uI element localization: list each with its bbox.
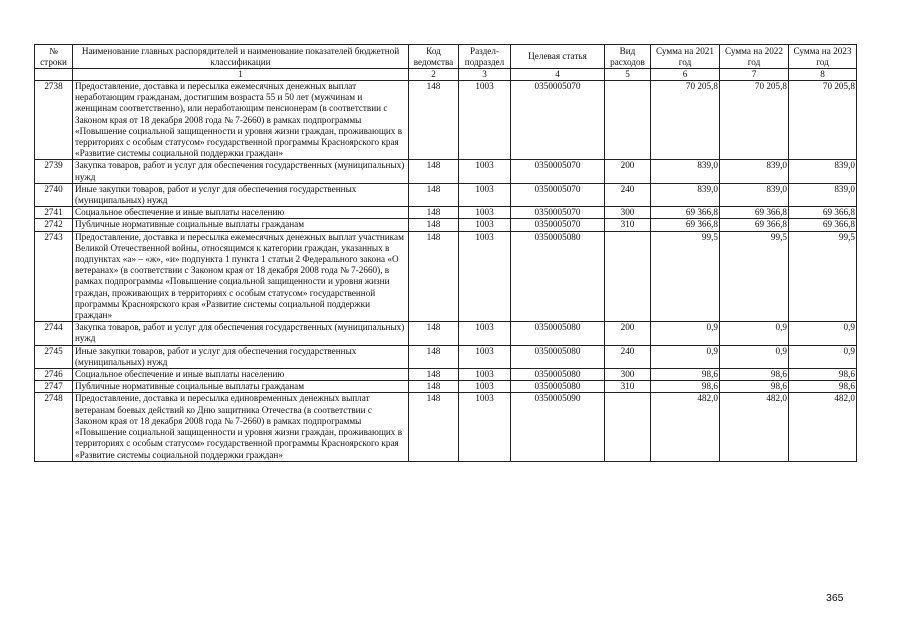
department-code-cell: 148: [409, 345, 459, 368]
row-number-cell: 2738: [35, 81, 73, 160]
sum-2022-cell: 839,0: [720, 183, 789, 206]
target-article-cell: 0350005070: [511, 207, 605, 219]
column-number: 5: [605, 69, 651, 81]
sum-2021-cell: 69 366,8: [651, 219, 720, 231]
sum-2021-cell: 69 366,8: [651, 207, 720, 219]
sum-2021-cell: 98,6: [651, 369, 720, 381]
row-number-cell: 2743: [35, 231, 73, 322]
sum-2022-cell: 839,0: [720, 160, 789, 183]
column-number: 2: [409, 69, 459, 81]
department-code-cell: 148: [409, 381, 459, 393]
section-cell: 1003: [459, 393, 511, 461]
table-row: [35, 231, 857, 322]
column-number: 4: [511, 69, 605, 81]
column-number-empty: [35, 69, 73, 81]
row-number-cell: 2746: [35, 369, 73, 381]
sum-2021-cell: 0,9: [651, 322, 720, 345]
sum-2021-cell: 839,0: [651, 160, 720, 183]
department-code-cell: 148: [409, 231, 459, 322]
table-row: [35, 381, 857, 393]
sum-2022-cell: 69 366,8: [720, 219, 789, 231]
row-number-cell: 2740: [35, 183, 73, 206]
expense-type-cell: 240: [605, 183, 651, 206]
target-article-cell: 0350005080: [511, 231, 605, 322]
section-cell: 1003: [459, 369, 511, 381]
sum-2023-cell: 839,0: [789, 160, 857, 183]
expense-type-cell: 300: [605, 369, 651, 381]
section-cell: 1003: [459, 381, 511, 393]
row-name-cell: Закупка товаров, работ и услуг для обеспечения государственных (муниципальных) нужд: [73, 322, 409, 345]
target-article-cell: 0350005080: [511, 345, 605, 368]
row-name-cell: Предоставление, доставка и пересылка ежемесячных денежных выплат участникам Великой Отечественной войны, относящимся к категории граждан, указанных в подпунктах «а» – «ж», «и» подпункта 1 пункта 1 статьи 2 Федерального закона «О ветеранах» (в соответствии с Законом края от 18 декабря 2008 года № 7-2660), в рамках подпрограммы «Повышение социальной защищенности и уровня жизни граждан, проживающих в территориях с особым статусом» государственной программы Красноярского края «Развитие системы социальной поддержки граждан»: [73, 231, 409, 322]
expense-type-cell: [605, 231, 651, 322]
table-row: [35, 393, 857, 461]
row-name-cell: Иные закупки товаров, работ и услуг для обеспечения государственных (муниципальных) нужд: [73, 183, 409, 206]
sum-2021-cell: 482,0: [651, 393, 720, 461]
header-expense-type: Вид расходов: [605, 45, 651, 69]
target-article-cell: 0350005070: [511, 219, 605, 231]
department-code-cell: 148: [409, 160, 459, 183]
header-sum-2021: Сумма на 2021 год: [651, 45, 720, 69]
column-number: 3: [459, 69, 511, 81]
column-number: 1: [73, 69, 409, 81]
sum-2022-cell: 0,9: [720, 322, 789, 345]
sum-2023-cell: 99,5: [789, 231, 857, 322]
section-cell: 1003: [459, 322, 511, 345]
sum-2022-cell: 69 366,8: [720, 207, 789, 219]
sum-2022-cell: 99,5: [720, 231, 789, 322]
row-number-cell: 2742: [35, 219, 73, 231]
expense-type-cell: 310: [605, 381, 651, 393]
expense-type-cell: 240: [605, 345, 651, 368]
row-name-cell: Предоставление, доставка и пересылка ежемесячных денежных выплат неработающим гражданам, достигшим возраста 55 и 50 лет (мужчинам и женщинам соответственно), или неработающим пенсионерам (в соответствии с Законом края от 18 декабря 2008 года № 7-2660) в рамках подпрограммы «Повышение социальной защищенности и уровня жизни граждан, проживающих в территориях с особым статусом» государственной программы Красноярского края «Развитие системы социальной поддержки граждан»: [73, 81, 409, 160]
header-row: [35, 45, 857, 69]
expense-type-cell: 200: [605, 322, 651, 345]
section-cell: 1003: [459, 207, 511, 219]
target-article-cell: 0350005070: [511, 81, 605, 160]
sum-2023-cell: 70 205,8: [789, 81, 857, 160]
sum-2021-cell: 99,5: [651, 231, 720, 322]
sum-2021-cell: 98,6: [651, 381, 720, 393]
row-name-cell: Публичные нормативные социальные выплаты гражданам: [73, 381, 409, 393]
row-number-cell: 2748: [35, 393, 73, 461]
column-number: 7: [720, 69, 789, 81]
row-number-cell: 2741: [35, 207, 73, 219]
header-row-number: № строки: [35, 45, 73, 69]
sum-2021-cell: 0,9: [651, 345, 720, 368]
sum-2023-cell: 0,9: [789, 345, 857, 368]
header-name: Наименование главных распорядителей и наименование показателей бюджетной классификации: [73, 45, 409, 69]
table-row: [35, 219, 857, 231]
department-code-cell: 148: [409, 393, 459, 461]
column-number: 8: [789, 69, 857, 81]
section-cell: 1003: [459, 81, 511, 160]
target-article-cell: 0350005070: [511, 183, 605, 206]
section-cell: 1003: [459, 219, 511, 231]
sum-2023-cell: 0,9: [789, 322, 857, 345]
header-department-code: Код ведомства: [409, 45, 459, 69]
table-body: [35, 81, 857, 462]
sum-2023-cell: 98,6: [789, 369, 857, 381]
column-number-row: [35, 69, 857, 81]
sum-2022-cell: 482,0: [720, 393, 789, 461]
column-number: 6: [651, 69, 720, 81]
sum-2023-cell: 69 366,8: [789, 207, 857, 219]
table-row: [35, 81, 857, 160]
section-cell: 1003: [459, 160, 511, 183]
target-article-cell: 0350005080: [511, 381, 605, 393]
header-section: Раздел-подраздел: [459, 45, 511, 69]
row-number-cell: 2739: [35, 160, 73, 183]
department-code-cell: 148: [409, 207, 459, 219]
sum-2023-cell: 482,0: [789, 393, 857, 461]
table-row: [35, 183, 857, 206]
department-code-cell: 148: [409, 219, 459, 231]
target-article-cell: 0350005070: [511, 160, 605, 183]
table-row: [35, 345, 857, 368]
header-sum-2023: Сумма на 2023 год: [789, 45, 857, 69]
page-number: 365: [826, 592, 844, 604]
department-code-cell: 148: [409, 322, 459, 345]
table-row: [35, 160, 857, 183]
row-name-cell: Закупка товаров, работ и услуг для обеспечения государственных (муниципальных) нужд: [73, 160, 409, 183]
row-name-cell: Социальное обеспечение и иные выплаты населению: [73, 207, 409, 219]
row-name-cell: Иные закупки товаров, работ и услуг для обеспечения государственных (муниципальных) нужд: [73, 345, 409, 368]
sum-2022-cell: 98,6: [720, 369, 789, 381]
table-row: [35, 207, 857, 219]
sum-2022-cell: 70 205,8: [720, 81, 789, 160]
row-name-cell: Социальное обеспечение и иные выплаты населению: [73, 369, 409, 381]
budget-table: [34, 44, 857, 462]
row-number-cell: 2745: [35, 345, 73, 368]
section-cell: 1003: [459, 345, 511, 368]
row-number-cell: 2744: [35, 322, 73, 345]
target-article-cell: 0350005080: [511, 322, 605, 345]
sum-2023-cell: 839,0: [789, 183, 857, 206]
target-article-cell: 0350005080: [511, 369, 605, 381]
expense-type-cell: [605, 81, 651, 160]
sum-2022-cell: 0,9: [720, 345, 789, 368]
department-code-cell: 148: [409, 81, 459, 160]
row-name-cell: Предоставление, доставка и пересылка единовременных денежных выплат ветеранам боевых действий ко Дню защитника Отечества (в соответствии с Законом края от 18 декабря 2008 года № 7-2660) в рамках подпрограммы «Повышение социальной защищенности и уровня жизни граждан, проживающих в территориях с особым статусом» государственной программы Красноярского края «Развитие системы социальной поддержки граждан»: [73, 393, 409, 461]
sum-2023-cell: 69 366,8: [789, 219, 857, 231]
expense-type-cell: 300: [605, 207, 651, 219]
budget-table-sheet: [34, 44, 856, 462]
expense-type-cell: 310: [605, 219, 651, 231]
department-code-cell: 148: [409, 369, 459, 381]
header-target-article: Целевая статья: [511, 45, 605, 69]
section-cell: 1003: [459, 231, 511, 322]
sum-2022-cell: 98,6: [720, 381, 789, 393]
sum-2021-cell: 70 205,8: [651, 81, 720, 160]
section-cell: 1003: [459, 183, 511, 206]
header-sum-2022: Сумма на 2022 год: [720, 45, 789, 69]
row-number-cell: 2747: [35, 381, 73, 393]
expense-type-cell: [605, 393, 651, 461]
row-name-cell: Публичные нормативные социальные выплаты гражданам: [73, 219, 409, 231]
department-code-cell: 148: [409, 183, 459, 206]
sum-2023-cell: 98,6: [789, 381, 857, 393]
sum-2021-cell: 839,0: [651, 183, 720, 206]
table-row: [35, 322, 857, 345]
table-row: [35, 369, 857, 381]
expense-type-cell: 200: [605, 160, 651, 183]
target-article-cell: 0350005090: [511, 393, 605, 461]
